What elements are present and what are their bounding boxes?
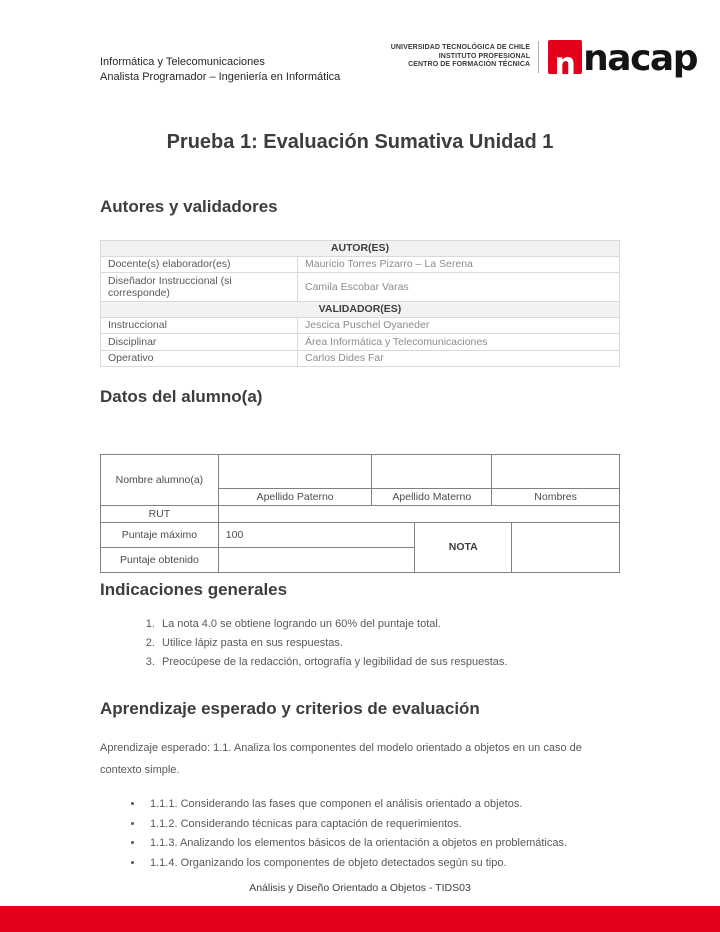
authors-table bbox=[100, 240, 620, 367]
list-item: 1. La nota 4.0 se obtiene logrando un 60% del puntaje total. bbox=[158, 615, 620, 634]
footer-course-label: Análisis y Diseño Orientado a Objetos - TIDS03 bbox=[249, 882, 471, 894]
heading-autores: Autores y validadores bbox=[100, 197, 278, 216]
table-row bbox=[101, 455, 620, 489]
row-label: Docente(s) elaborador(es) bbox=[101, 256, 298, 273]
table-row bbox=[101, 256, 620, 273]
apellido-materno-blank-cell bbox=[372, 455, 492, 489]
footer-red-bar bbox=[0, 906, 720, 932]
puntaje-maximo-label: Puntaje máximo bbox=[101, 523, 219, 548]
inacap-logo bbox=[390, 38, 697, 79]
heading-datos-alumno: Datos del alumno(a) bbox=[100, 387, 263, 406]
row-value: Carlos Dides Far bbox=[298, 350, 620, 367]
row-value: Jescica Puschel Oyaneder bbox=[298, 317, 620, 334]
criterios-list bbox=[144, 795, 620, 873]
apellido-paterno-caption: Apellido Paterno bbox=[218, 489, 372, 506]
inacap-brand-text: nacap bbox=[583, 38, 697, 79]
inacap-logo-square-icon bbox=[548, 40, 582, 74]
list-item: 3. Preocúpese de la redacción, ortografía y legibilidad de sus respuestas. bbox=[158, 653, 620, 672]
row-label: Diseñador Instruccional (si corresponde) bbox=[101, 273, 298, 302]
table-row bbox=[101, 350, 620, 367]
nota-label: NOTA bbox=[415, 523, 512, 573]
puntaje-obtenido-blank-cell bbox=[218, 548, 415, 573]
table-row bbox=[101, 302, 620, 318]
row-label: Instruccional bbox=[101, 317, 298, 334]
department-line-2: Analista Programador – Ingeniería en Informática bbox=[100, 71, 341, 83]
inacap-wordmark bbox=[548, 38, 697, 79]
list-item: • 1.1.2. Considerando técnicas para captación de requerimientos. bbox=[144, 815, 620, 835]
row-label: Operativo bbox=[101, 350, 298, 367]
row-value: Camila Escobar Varas bbox=[298, 273, 620, 302]
page-content bbox=[0, 197, 720, 873]
inacap-logo-letter: n bbox=[554, 47, 576, 74]
list-item: • 1.1.3. Analizando los elementos básicos de la orientación a objetos en problemáticas. bbox=[144, 834, 620, 854]
validators-header-cell: VALIDADOR(ES) bbox=[101, 302, 620, 318]
indicaciones-list bbox=[158, 615, 620, 672]
nota-blank-cell bbox=[512, 523, 620, 573]
institution-line-1: UNIVERSIDAD TECNOLÓGICA DE CHILE bbox=[390, 43, 531, 51]
rut-blank-cell bbox=[218, 506, 619, 523]
table-row bbox=[101, 506, 620, 523]
list-item: • 1.1.4. Organizando los componentes de objeto detectados según su tipo. bbox=[144, 854, 620, 874]
heading-indicaciones: Indicaciones generales bbox=[100, 580, 288, 599]
page-header bbox=[0, 0, 720, 85]
apellido-materno-caption: Apellido Materno bbox=[372, 489, 492, 506]
institution-name-block bbox=[391, 44, 530, 70]
table-row bbox=[101, 334, 620, 351]
table-row bbox=[101, 523, 620, 548]
logo-divider bbox=[538, 41, 539, 73]
table-row bbox=[101, 273, 620, 302]
nombres-blank-cell bbox=[492, 455, 620, 489]
puntaje-obtenido-label: Puntaje obtenido bbox=[101, 548, 219, 573]
row-value: Área Informática y Telecomunicaciones bbox=[298, 334, 620, 351]
student-name-label: Nombre alumno(a) bbox=[101, 455, 219, 506]
nombres-caption: Nombres bbox=[492, 489, 620, 506]
heading-aprendizaje: Aprendizaje esperado y criterios de evaluación bbox=[100, 699, 480, 718]
student-data-table bbox=[100, 454, 620, 573]
rut-label: RUT bbox=[101, 506, 219, 523]
department-lines bbox=[100, 55, 340, 85]
page-title: Prueba 1: Evaluación Sumativa Unidad 1 bbox=[166, 131, 554, 153]
list-item: 2. Utilice lápiz pasta en sus respuestas. bbox=[158, 634, 620, 653]
institution-line-3: CENTRO DE FORMACIÓN TÉCNICA bbox=[408, 61, 531, 69]
table-row bbox=[101, 317, 620, 334]
row-value: Mauricio Torres Pizarro – La Serena bbox=[298, 256, 620, 273]
list-item: • 1.1.1. Considerando las fases que componen el análisis orientado a objetos. bbox=[144, 795, 620, 815]
aprendizaje-intro: Aprendizaje esperado: 1.1. Analiza los componentes del modelo orientado a objetos en un caso de contexto simple. bbox=[100, 742, 582, 776]
department-line-1: Informática y Telecomunicaciones bbox=[100, 56, 265, 68]
row-label: Disciplinar bbox=[101, 334, 298, 351]
authors-header-cell: AUTOR(ES) bbox=[101, 241, 620, 257]
institution-line-2: INSTITUTO PROFESIONAL bbox=[438, 52, 531, 60]
table-row bbox=[101, 241, 620, 257]
puntaje-maximo-value: 100 bbox=[218, 523, 415, 548]
apellido-paterno-blank-cell bbox=[218, 455, 372, 489]
